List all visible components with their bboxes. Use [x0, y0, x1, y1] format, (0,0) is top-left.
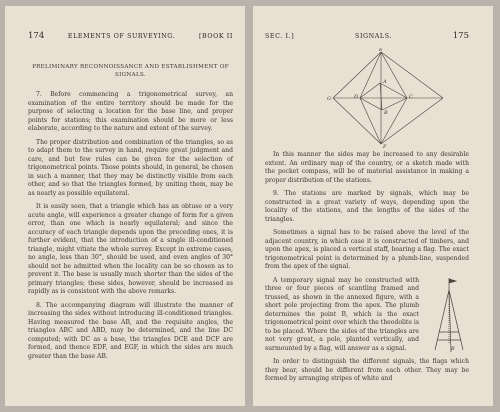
page-number: 175: [452, 31, 469, 41]
left-page: [5, 6, 245, 406]
paragraph: A temporary signal may be constructed with three or four pieces of scantling framed and trussed, as shown in the annexed figure, with a short pole projecting from the apex. The plumb determines the point B, which is the exact trigonometrical point over which the theodolite is to be placed. Where the sides of the triangles are not very great, a pole, planted vertically, and surmounted by a flag, will answer as a signal.: [265, 276, 419, 352]
page-number: 174: [28, 31, 45, 41]
signal-point-label: B: [451, 346, 455, 352]
paragraph: 7. Before commencing a trigonometrical survey, an examination of the entire territory should be made for the purpose of selecting a location for the base line, and proper points for stations; this examination should be more or less elaborate, according to the nature and extent of the survey.: [28, 91, 233, 132]
running-head: [28, 31, 233, 41]
diagram-label: B: [384, 110, 388, 116]
triangulation-diagram: [323, 48, 453, 148]
running-title: SIGNALS.: [355, 33, 392, 40]
paragraph: 8. The accompanying diagram will illustrate the manner of increasing the sides without introducing ill-conditioned triangles. Having measured the base AB, and the requisite angles, the triangles ABC and ABD, may be determined, and the line DC computed; with DC as a base, the triangles DCE and DCF are formed, and thence EDF, and EGF, in which the sides are much greater than the base AB.: [28, 301, 233, 360]
running-head: [265, 31, 469, 41]
running-title: ELEMENTS OF SURVEYING.: [67, 33, 176, 40]
paragraph: Sometimes a signal has to be raised above the level of the adjacent country, in which case it is constructed of timbers, and upon the apex, is placed a vertical staff, bearing a flag. The exact trigonometrical point is determined by a plumb-line, suspended from the apex of the signal.: [265, 229, 469, 270]
paragraph: 9. The stations are marked by signals, which may be constructed in a great variety of ways, depending upon the locality of the stations, and the lengths of the sides of the triangles.: [265, 190, 469, 223]
paragraph: In order to distinguish the different signals, the flags which they bear, should be different from each other. They may be formed by arranging stripes of white and: [265, 358, 469, 382]
paragraph: It is easily seen, that a triangle which has an obtuse or a very acute angle, will experience a greater change of form for a given error, than one which is nearly equilateral; and since the accuracy of each triangle depends upon the preceding ones, it is further evident, that the introduction of a single ill-conditioned triangle, might vitiate the whole survey. Except in extreme cases, no angle, less than 30°, should be used, and even angles of 30° should not be admitted when the locality can be so chosen as to prevent it. The base is usually much shorter than the sides of the primary triangles; these sides, however, should be increased as rapidly as is consistent with the above remarks.: [28, 203, 233, 295]
section-title-line: SIGNALS.: [115, 72, 146, 78]
section-label: SEC. I.]: [265, 33, 295, 40]
book-label: [BOOK II: [198, 33, 233, 40]
paragraph: The proper distribution and combination of the triangles, so as to adapt them to the survey in hand, require great judgment and care, and but few rules can be given for the selection of trigonometrical points. Those points should, in general, be chosen in such a manner, that they may be distinctly visible from each other, and so that the triangles formed, by uniting them, may be as nearly as possible equilateral.: [28, 138, 233, 197]
diagram-label: G: [327, 96, 331, 102]
diagram-label: C: [409, 94, 413, 100]
diagram-label: D: [354, 94, 359, 100]
diagram-label: A: [383, 79, 387, 85]
diagram-label: E: [379, 48, 383, 53]
paragraph: In this manner the sides may be increased to any desirable extent. An ordinary map of the country, or a sketch made with the pocket compass, will be of material assistance in making a proper distribution of the stations.: [265, 151, 469, 184]
section-title-line: PRELIMINARY RECONNOISSANCE AND ESTABLISHMENT OF: [32, 64, 229, 70]
section-title: [28, 63, 233, 79]
diagram-label: F: [383, 144, 387, 148]
right-page: [253, 6, 493, 406]
signal-tripod-figure: [429, 276, 469, 356]
